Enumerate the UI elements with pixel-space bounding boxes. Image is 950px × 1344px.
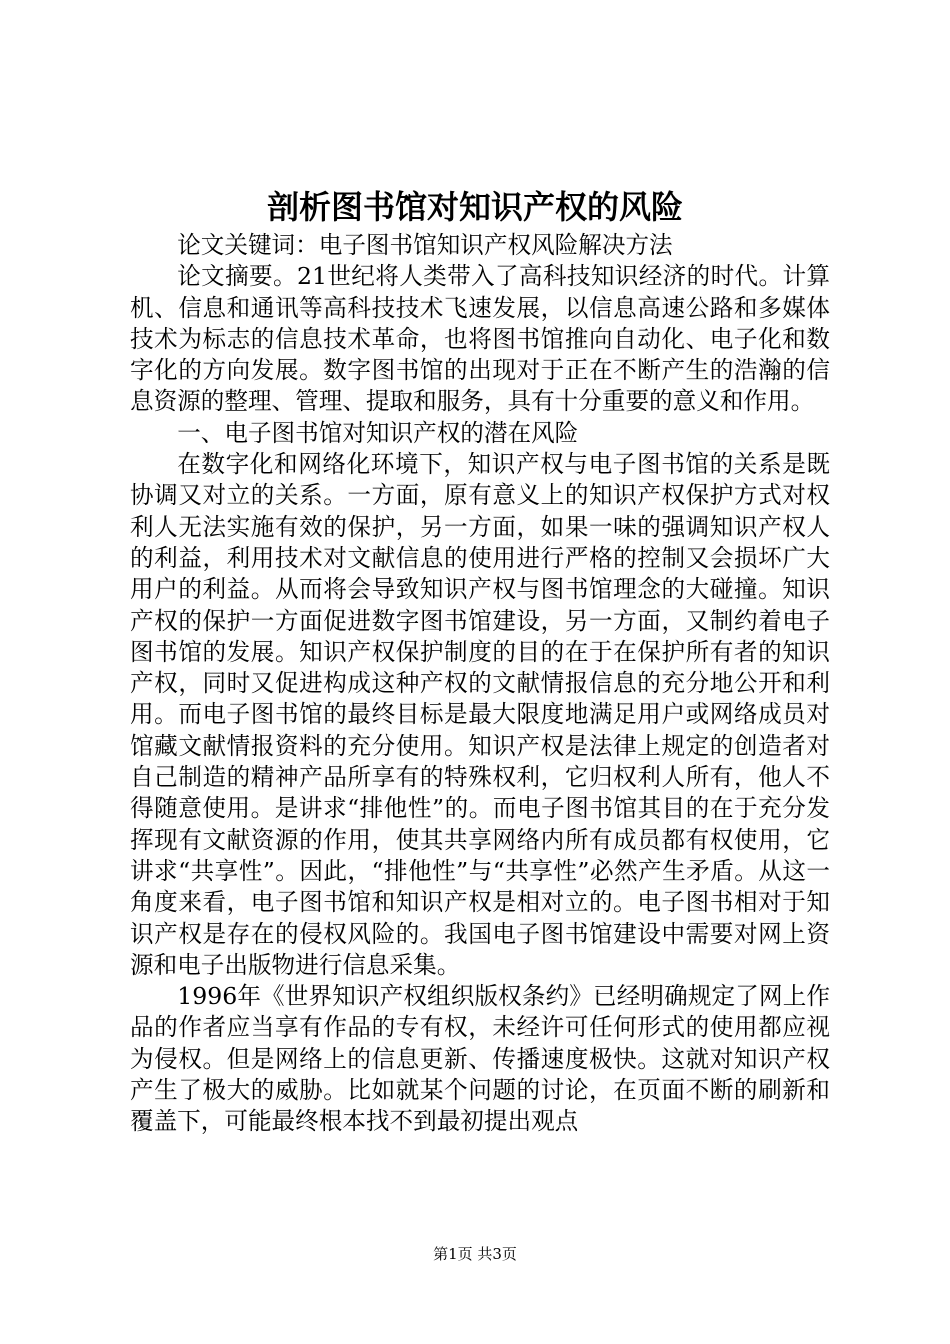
body-paragraph: 1996年《世界知识产权组织版权条约》已经明确规定了网上作品的作者应当享有作品的专有权，未经许可任何形式的使用都应视为侵权。但是网络上的信息更新、传播速度极快。这就对知识产权产生了极大的威胁。比如就某个问题的讨论，在页面不断的刷新和覆盖下，可能最终根本找不到最初提出观点: [130, 982, 830, 1136]
document-body: [130, 230, 830, 1138]
section-heading: 一、电子图书馆对知识产权的潜在风险: [177, 418, 579, 447]
page-number-footer: 第1页 共3页: [433, 1245, 517, 1263]
body-paragraph: 在数字化和网络化环境下，知识产权与电子图书馆的关系是既协调又对立的关系。一方面，原有意义上的知识产权保护方式对权利人无法实施有效的保护，另一方面，如果一味的强调知识产权人的利益，利用技术对文献信息的使用进行严格的控制又会损坏广大用户的利益。从而将会导致知识产权与图书馆理念的大碰撞。知识产权的保护一方面促进数字图书馆建设，另一方面，又制约着电子图书馆的发展。知识产权保护制度的目的在于在保护所有者的知识产权，同时又促进构成这种产权的文献情报信息的充分地公开和利用。而电子图书馆的最终目标是最大限度地满足用户或网络成员对馆藏文献情报资料的充分使用。知识产权是法律上规定的创造者对自己制造的精神产品所享有的特殊权利，它归权利人所有，他人不得随意使用。是讲求“排他性”的。而电子图书馆其目的在于充分发挥现有文献资源的作用，使其共享网络内所有成员都有权使用，它讲求“共享性”。因此，“排他性”与“共享性”必然产生矛盾。从这一角度来看，电子图书馆和知识产权是相对立的。电子图书相对于知识产权是存在的侵权风险的。我国电子图书馆建设中需要对网上资源和电子出版物进行信息采集。: [130, 450, 830, 979]
document-title: 剖析图书馆对知识产权的风险: [266, 188, 683, 226]
abstract-paragraph: 论文摘要。21世纪将人类带入了高科技知识经济的时代。计算机、信息和通讯等高科技技术飞速发展，以信息高速公路和多媒体技术为标志的信息技术革命，也将图书馆推向自动化、电子化和数字化的方向发展。数字图书馆的出现对于正在不断产生的浩瀚的信息资源的整理、管理、提取和服务，具有十分重要的意义和作用。: [130, 262, 830, 416]
keywords-paragraph: 论文关键词：电子图书馆知识产权风险解决方法: [177, 231, 673, 259]
